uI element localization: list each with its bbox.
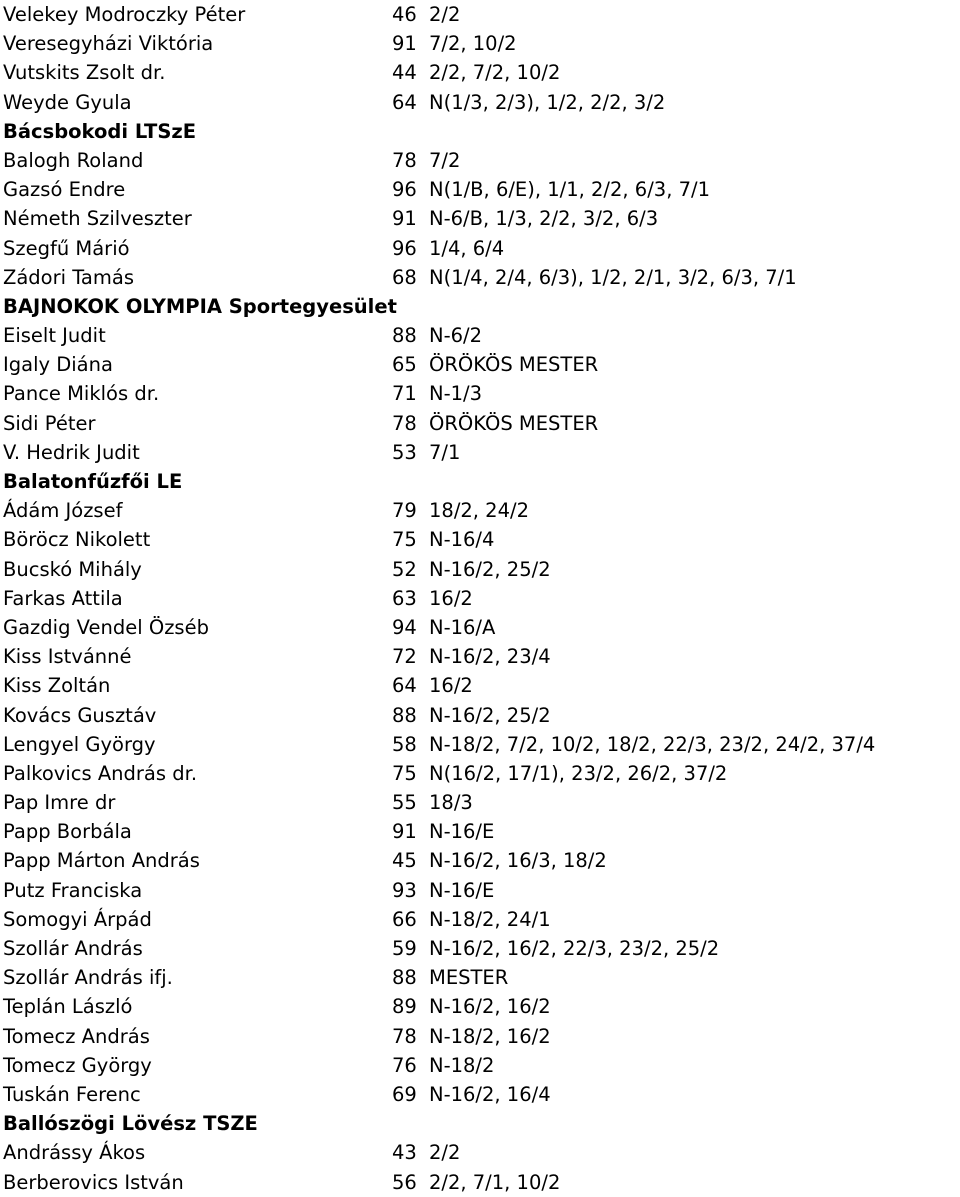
member-name: Pap Imre dr bbox=[3, 791, 116, 815]
member-name: Kovács Gusztáv bbox=[3, 703, 157, 727]
member-name: Tomecz György bbox=[3, 1053, 152, 1077]
member-row bbox=[3, 525, 960, 554]
member-score: 94 bbox=[392, 615, 417, 639]
member-results: N-16/A bbox=[429, 615, 496, 639]
member-name: Papp Márton András bbox=[3, 849, 200, 873]
member-results: 18/3 bbox=[429, 791, 473, 815]
member-row bbox=[3, 263, 960, 292]
member-name: Tomecz András bbox=[3, 1024, 150, 1048]
member-row bbox=[3, 846, 960, 875]
member-score: 76 bbox=[392, 1053, 417, 1077]
member-row bbox=[3, 992, 960, 1021]
club-name: Balatonfűzfői LE bbox=[3, 470, 183, 493]
member-score: 65 bbox=[392, 353, 417, 377]
member-results: N-16/2, 25/2 bbox=[429, 703, 551, 727]
member-score: 63 bbox=[392, 586, 417, 610]
member-name: Gazdig Vendel Özséb bbox=[3, 615, 209, 639]
member-name: Németh Szilveszter bbox=[3, 207, 192, 231]
member-name: Szollár András bbox=[3, 937, 143, 960]
member-name: Balogh Roland bbox=[3, 148, 144, 172]
member-name: Weyde Gyula bbox=[3, 90, 132, 114]
member-score: 52 bbox=[392, 557, 417, 581]
member-results: N-18/2, 24/1 bbox=[429, 907, 551, 931]
member-row bbox=[3, 379, 960, 408]
member-row bbox=[3, 759, 960, 788]
member-row bbox=[3, 58, 960, 87]
member-results: 2/2 bbox=[429, 1141, 461, 1165]
member-results: N-18/2, 16/2 bbox=[429, 1024, 551, 1048]
member-row bbox=[3, 876, 960, 905]
member-results: 2/2 bbox=[429, 3, 461, 26]
member-score: 68 bbox=[392, 265, 417, 289]
member-name: Eiselt Judit bbox=[3, 324, 106, 348]
member-name: Farkas Attila bbox=[3, 586, 123, 610]
member-results: N(16/2, 17/1), 23/2, 26/2, 37/2 bbox=[429, 761, 728, 785]
member-row bbox=[3, 1080, 960, 1109]
member-name: Andrássy Ákos bbox=[3, 1141, 146, 1165]
member-results: N(1/4, 2/4, 6/3), 1/2, 2/1, 3/2, 6/3, 7/1 bbox=[429, 265, 797, 289]
member-score: 59 bbox=[392, 937, 417, 960]
member-score: 44 bbox=[392, 61, 417, 85]
member-results: 2/2, 7/2, 10/2 bbox=[429, 61, 561, 85]
member-score: 72 bbox=[392, 645, 417, 669]
member-score: 88 bbox=[392, 703, 417, 727]
member-score: 91 bbox=[392, 820, 417, 844]
member-results: N-16/4 bbox=[429, 528, 495, 552]
member-score: 96 bbox=[392, 178, 417, 202]
member-results: 7/1 bbox=[429, 440, 461, 464]
member-row bbox=[3, 321, 960, 350]
member-score: 91 bbox=[392, 32, 417, 56]
member-results: N-16/2, 16/2 bbox=[429, 995, 551, 1019]
member-results: ÖRÖKÖS MESTER bbox=[429, 411, 599, 435]
member-row bbox=[3, 1138, 960, 1167]
member-results: 7/2, 10/2 bbox=[429, 32, 517, 56]
club-header bbox=[3, 467, 960, 496]
member-name: Böröcz Nikolett bbox=[3, 528, 151, 552]
member-score: 46 bbox=[392, 3, 417, 26]
member-row bbox=[3, 613, 960, 642]
member-row bbox=[3, 555, 960, 584]
member-score: 71 bbox=[392, 382, 417, 406]
club-header bbox=[3, 292, 960, 321]
member-results: N-16/2, 16/3, 18/2 bbox=[429, 849, 607, 873]
member-score: 66 bbox=[392, 907, 417, 931]
member-list bbox=[3, 0, 960, 1197]
member-score: 88 bbox=[392, 324, 417, 348]
member-score: 53 bbox=[392, 440, 417, 464]
member-results: 7/2 bbox=[429, 148, 461, 172]
member-results: N-18/2 bbox=[429, 1053, 495, 1077]
member-name: Tuskán Ferenc bbox=[3, 1082, 141, 1106]
member-row bbox=[3, 1051, 960, 1080]
member-score: 64 bbox=[392, 674, 417, 698]
member-row bbox=[3, 1168, 960, 1197]
member-score: 96 bbox=[392, 236, 417, 260]
member-score: 56 bbox=[392, 1170, 417, 1194]
member-name: Somogyi Árpád bbox=[3, 907, 152, 931]
member-row bbox=[3, 905, 960, 934]
member-row bbox=[3, 1022, 960, 1051]
member-row bbox=[3, 496, 960, 525]
member-score: 78 bbox=[392, 148, 417, 172]
member-name: Kiss Istvánné bbox=[3, 645, 132, 669]
member-results: 16/2 bbox=[429, 586, 473, 610]
club-name: Bácsbokodi LTSzE bbox=[3, 119, 197, 143]
member-results: 1/4, 6/4 bbox=[429, 236, 505, 260]
member-score: 78 bbox=[392, 1024, 417, 1048]
member-name: Ádám József bbox=[3, 499, 123, 523]
member-row bbox=[3, 409, 960, 438]
member-row bbox=[3, 817, 960, 846]
member-results: MESTER bbox=[429, 966, 509, 990]
member-score: 55 bbox=[392, 791, 417, 815]
member-results: N(1/3, 2/3), 1/2, 2/2, 3/2 bbox=[429, 90, 666, 114]
member-results: N(1/B, 6/E), 1/1, 2/2, 6/3, 7/1 bbox=[429, 178, 710, 202]
member-score: 69 bbox=[392, 1082, 417, 1106]
member-results: N-16/E bbox=[429, 878, 495, 902]
member-row bbox=[3, 642, 960, 671]
member-name: Lengyel György bbox=[3, 732, 156, 756]
member-score: 58 bbox=[392, 732, 417, 756]
member-row bbox=[3, 788, 960, 817]
member-name: Teplán László bbox=[3, 995, 133, 1019]
club-name: Ballószögi Lövész TSZE bbox=[3, 1112, 258, 1136]
member-row bbox=[3, 146, 960, 175]
club-name: BAJNOKOK OLYMPIA Sportegyesület bbox=[3, 294, 397, 318]
member-name: Szollár András ifj. bbox=[3, 966, 173, 990]
member-name: Velekey Modroczky Péter bbox=[3, 3, 246, 26]
club-header bbox=[3, 1109, 960, 1138]
member-score: 78 bbox=[392, 411, 417, 435]
member-name: Pance Miklós dr. bbox=[3, 382, 160, 406]
member-results: N-16/E bbox=[429, 820, 495, 844]
member-row bbox=[3, 350, 960, 379]
member-score: 64 bbox=[392, 90, 417, 114]
member-results: N-16/2, 25/2 bbox=[429, 557, 551, 581]
member-score: 89 bbox=[392, 995, 417, 1019]
member-score: 79 bbox=[392, 499, 417, 523]
member-results: N-16/2, 23/4 bbox=[429, 645, 551, 669]
member-score: 91 bbox=[392, 207, 417, 231]
member-row bbox=[3, 963, 960, 992]
member-results: 2/2, 7/1, 10/2 bbox=[429, 1170, 561, 1194]
member-name: Kiss Zoltán bbox=[3, 674, 111, 698]
member-name: Szegfű Márió bbox=[3, 236, 130, 260]
member-name: V. Hedrik Judit bbox=[3, 440, 140, 464]
member-name: Gazsó Endre bbox=[3, 178, 126, 202]
member-row bbox=[3, 438, 960, 467]
member-score: 43 bbox=[392, 1141, 417, 1165]
member-results: 16/2 bbox=[429, 674, 473, 698]
member-score: 45 bbox=[392, 849, 417, 873]
member-results: N-6/B, 1/3, 2/2, 3/2, 6/3 bbox=[429, 207, 659, 231]
member-score: 75 bbox=[392, 761, 417, 785]
member-score: 93 bbox=[392, 878, 417, 902]
member-row bbox=[3, 29, 960, 58]
member-row bbox=[3, 234, 960, 263]
member-row bbox=[3, 0, 960, 29]
member-row bbox=[3, 730, 960, 759]
member-name: Papp Borbála bbox=[3, 820, 132, 844]
member-results: N-16/2, 16/4 bbox=[429, 1082, 551, 1106]
member-row bbox=[3, 701, 960, 730]
member-name: Zádori Tamás bbox=[3, 265, 134, 289]
member-results: N-1/3 bbox=[429, 382, 483, 406]
member-results: N-6/2 bbox=[429, 324, 483, 348]
member-name: Palkovics András dr. bbox=[3, 761, 198, 785]
member-name: Igaly Diána bbox=[3, 353, 113, 377]
member-score: 88 bbox=[392, 966, 417, 990]
member-row bbox=[3, 584, 960, 613]
member-score: 75 bbox=[392, 528, 417, 552]
member-row bbox=[3, 934, 960, 963]
member-results: ÖRÖKÖS MESTER bbox=[429, 353, 599, 377]
member-name: Vutskits Zsolt dr. bbox=[3, 61, 166, 85]
member-results: N-16/2, 16/2, 22/3, 23/2, 25/2 bbox=[429, 937, 720, 960]
member-name: Putz Franciska bbox=[3, 878, 143, 902]
member-name: Berberovics István bbox=[3, 1170, 184, 1194]
member-row bbox=[3, 204, 960, 233]
club-header bbox=[3, 117, 960, 146]
member-row bbox=[3, 175, 960, 204]
member-name: Bucskó Mihály bbox=[3, 557, 142, 581]
member-row bbox=[3, 88, 960, 117]
member-results: 18/2, 24/2 bbox=[429, 499, 529, 523]
member-name: Veresegyházi Viktória bbox=[3, 32, 214, 56]
member-row bbox=[3, 671, 960, 700]
member-results: N-18/2, 7/2, 10/2, 18/2, 22/3, 23/2, 24/2, 37/4 bbox=[429, 732, 876, 756]
member-name: Sidi Péter bbox=[3, 411, 96, 435]
